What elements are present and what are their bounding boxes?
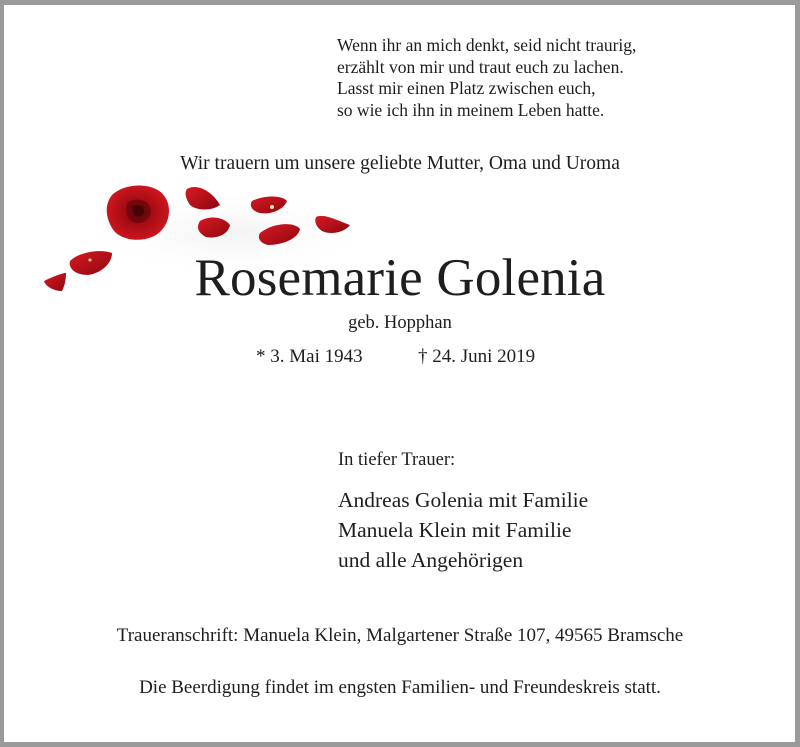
poem-line: Lasst mir einen Platz zwischen euch, [337,78,596,98]
deceased-name: Rosemarie Golenia [194,249,606,307]
poem-line: erzählt von mir und traut euch zu lachen. [337,56,624,77]
mourners-list [338,485,588,575]
mourner: und alle Angehörigen [338,548,524,572]
mourner: Andreas Golenia mit Familie [338,488,589,512]
birth-date: * 3. Mai 1943 [256,346,363,367]
poem-line: Wenn ihr an mich denkt, seid nicht traurig, [337,35,637,55]
maiden-name: geb. Hopphan [348,313,452,333]
mourner: Manuela Klein mit Familie [338,518,572,542]
intro-text: Wir trauern um unsere geliebte Mutter, Oma und Uroma [180,153,620,174]
mourning-address: Traueranschrift: Manuela Klein, Malgartener Straße 107, 49565 Bramsche [116,625,684,646]
obituary-notice [4,5,795,742]
poem-line: so wie ich ihn in meinem Leben hatte. [337,99,605,120]
death-date: † 24. Juni 2019 [418,346,536,367]
funeral-note: Die Beerdigung findet im engsten Familien- und Freundeskreis statt. [139,677,661,698]
poem [337,35,636,121]
mourning-label: In tiefer Trauer: [338,450,456,470]
